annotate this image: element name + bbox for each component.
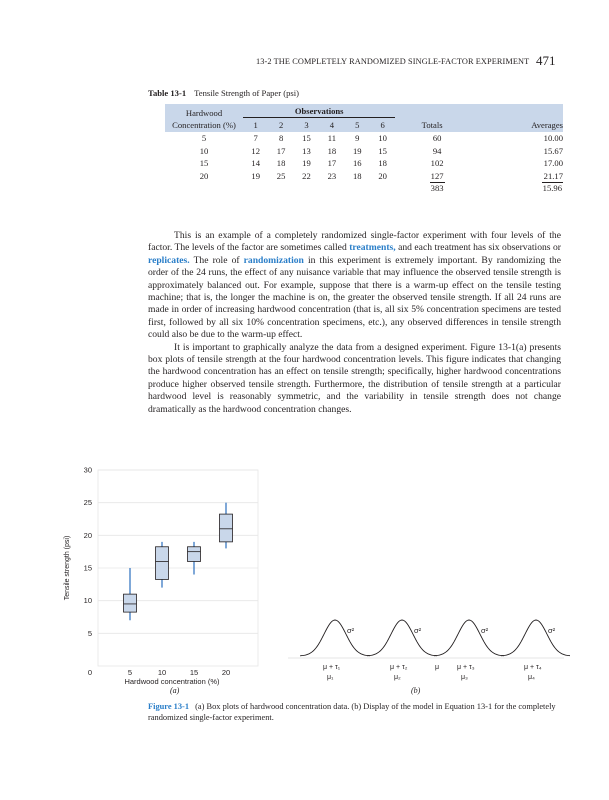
x-tick-label: 20: [221, 668, 231, 677]
obs-col-header: 5: [355, 120, 360, 130]
running-head: 13-2 THE COMPLETELY RANDOMIZED SINGLE-FACTOR EXPERIMENT: [256, 57, 530, 66]
sigma-squared-label: σ²: [481, 626, 489, 635]
table-row: [165, 170, 563, 183]
figure-label: Figure 13-1: [148, 702, 190, 711]
observation-cell: 18: [378, 158, 387, 169]
total-cell: 60: [432, 133, 442, 144]
observation-cell: 10: [378, 133, 387, 144]
p1-text: and each treatment has six observations or: [395, 242, 561, 254]
col-totals: Totals: [421, 119, 443, 130]
observation-cell: 22: [302, 170, 311, 181]
observation-cell: 12: [251, 145, 260, 156]
x-tick-label: 5: [127, 668, 133, 677]
concentration-cell: 15: [199, 158, 209, 169]
observation-cell: 20: [378, 170, 387, 181]
y-tick-label: 20: [83, 530, 92, 540]
observation-cell: 19: [251, 170, 260, 181]
obs-col-header: 4: [329, 120, 335, 130]
col-hardwood-line2: Concentration (%): [172, 119, 236, 130]
observations-header: Observations: [243, 104, 395, 118]
paragraph-1: [148, 230, 561, 342]
box-iqr: [188, 547, 201, 562]
sigma-squared-label: σ²: [548, 626, 556, 635]
observation-cell: 14: [251, 158, 260, 169]
figure-caption-text: (a) Box plots of hardwood concentration data. (b) Display of the model in Equation 13-1 for the completely randomized single-factor experiment.: [148, 702, 556, 722]
table-row: [165, 157, 563, 170]
obs-col-header: 3: [304, 120, 309, 130]
average-cell: 10.00: [543, 133, 563, 144]
p1-text: The role of: [189, 254, 244, 266]
y-tick-label: 30: [83, 465, 92, 475]
normal-curve: [434, 620, 504, 656]
total-cell: 94: [432, 145, 442, 156]
normal-curve: [300, 620, 370, 656]
box-15: [188, 542, 201, 575]
observation-cell: 8: [278, 133, 284, 144]
total-cell: 127: [430, 170, 444, 181]
observation-cell: 11: [327, 133, 336, 144]
observation-cell: 25: [276, 170, 286, 181]
observation-cell: 18: [352, 170, 362, 181]
observation-cell: 18: [276, 158, 286, 169]
table-caption: [148, 88, 299, 98]
average-cell: 17.00: [543, 158, 563, 169]
observation-cell: 16: [352, 158, 362, 169]
x-axis-label: Hardwood concentration (%): [124, 677, 220, 686]
obs-col-header: 1: [253, 120, 258, 130]
mu-i-label: μ₄: [528, 674, 535, 681]
y-tick-label: 15: [83, 563, 92, 573]
x-tick-label: 15: [189, 668, 199, 677]
observation-cell: 23: [327, 170, 337, 181]
term-treatments: treatments,: [349, 242, 396, 254]
grand-average: 15.96: [542, 183, 562, 194]
paragraph-2: It is important to graphically analyze the data from a designed experiment. Figure 13-1(a) presents box plots of tensile strength at the four hardwood concentration levels. This figure indicates that changing the hardwood concentration has an effect on tensile strength; specifically, higher hardwood concentrations produce higher observed tensile strength. Furthermore, the distribution of tensile strength at a particular hardwood level is reasonably symmetric, and the variability in tensile strength does not change dramatically as the hardwood concentration changes.: [148, 341, 561, 415]
y-tick-label: 5: [87, 628, 92, 638]
mu-plus-tau-label: μ + τ₄: [524, 664, 542, 671]
concentration-cell: 10: [199, 145, 209, 156]
concentration-cell: 5: [201, 133, 207, 144]
mu-plus-tau-label: μ + τ₃: [457, 664, 475, 671]
box-iqr: [156, 547, 169, 580]
data-table: [165, 104, 563, 195]
x-tick-label: 10: [157, 668, 167, 677]
p1-text: in this experiment is extremely important. By randomizing the order of the 24 runs, the effect of any nuisance variable that may influence the observed tensile strength is approximately balanced out. For example, suppose that there is a warm-up effect on the tensile testing machine; that is, the longer the machine is on, the greater the observed tensile strength. If all 24 runs are made in order of increasing hardwood concentration (that is, all six 5% concentration specimens are tested first, followed by all six 10% concentration specimens, etc.), any observed differences in tensile strength could also be due to the warm-up effect.: [148, 254, 561, 341]
y-tick-label: 25: [83, 498, 92, 508]
page-number: 471: [536, 53, 556, 68]
box-iqr: [220, 514, 233, 542]
normal-curve: [501, 620, 570, 656]
observation-cell: 18: [327, 145, 337, 156]
observation-cell: 7: [253, 133, 258, 144]
p1-text: This is an example of a completely randomized single-factor experiment with four levels of the factor. The levels of the factor are sometimes called: [148, 230, 561, 254]
observation-cell: 15: [378, 145, 387, 156]
observation-cell: 19: [302, 158, 311, 169]
obs-col-header: 2: [278, 120, 284, 130]
table-label: Table 13-1: [148, 88, 187, 98]
sigma-squared-label: σ²: [347, 626, 355, 635]
box-5: [124, 568, 137, 620]
average-cell: 21.17: [543, 170, 563, 181]
mu-label: μ: [435, 664, 440, 671]
mu-plus-tau-label: μ + τ₂: [390, 664, 408, 671]
col-hardwood-line1: Hardwood: [185, 107, 223, 118]
observation-cell: 13: [302, 145, 311, 156]
panel-b-label: (b): [411, 686, 421, 695]
boxplot-chart: [60, 462, 260, 692]
table-row: [165, 132, 563, 145]
model-diagram: [280, 610, 570, 685]
box-10: [156, 542, 169, 588]
term-randomization: randomization: [243, 254, 304, 266]
observation-cell: 9: [355, 133, 360, 144]
grand-total: 383: [430, 183, 444, 194]
mu-i-label: μ₃: [461, 674, 468, 681]
col-averages: Averages: [531, 119, 563, 130]
normal-curve: [367, 620, 437, 656]
mu-i-label: μ₁: [327, 674, 334, 681]
mu-i-label: μ₂: [394, 674, 401, 681]
mu-plus-tau-label: μ + τ₁: [323, 664, 341, 671]
obs-col-header: 6: [380, 120, 385, 130]
term-replicates: replicates.: [148, 254, 190, 266]
table-title: Tensile Strength of Paper (psi): [194, 88, 300, 98]
sigma-squared-label: σ²: [414, 626, 422, 635]
observation-cell: 15: [302, 133, 311, 144]
body-text: [148, 230, 561, 416]
y-axis-label: Tensile strength (psi): [64, 535, 71, 601]
y-tick-label: 10: [83, 596, 92, 606]
x-tick-label: 0: [87, 668, 93, 677]
figure-caption: [148, 701, 563, 723]
table-row: [165, 145, 563, 158]
average-cell: 15.67: [543, 145, 563, 156]
box-20: [220, 503, 233, 549]
panel-a-label: (a): [170, 686, 180, 695]
box-iqr: [124, 594, 137, 612]
concentration-cell: 20: [199, 170, 209, 181]
observation-cell: 17: [276, 145, 286, 156]
observation-cell: 17: [327, 158, 337, 169]
observation-cell: 19: [352, 145, 362, 156]
total-cell: 102: [430, 158, 444, 169]
